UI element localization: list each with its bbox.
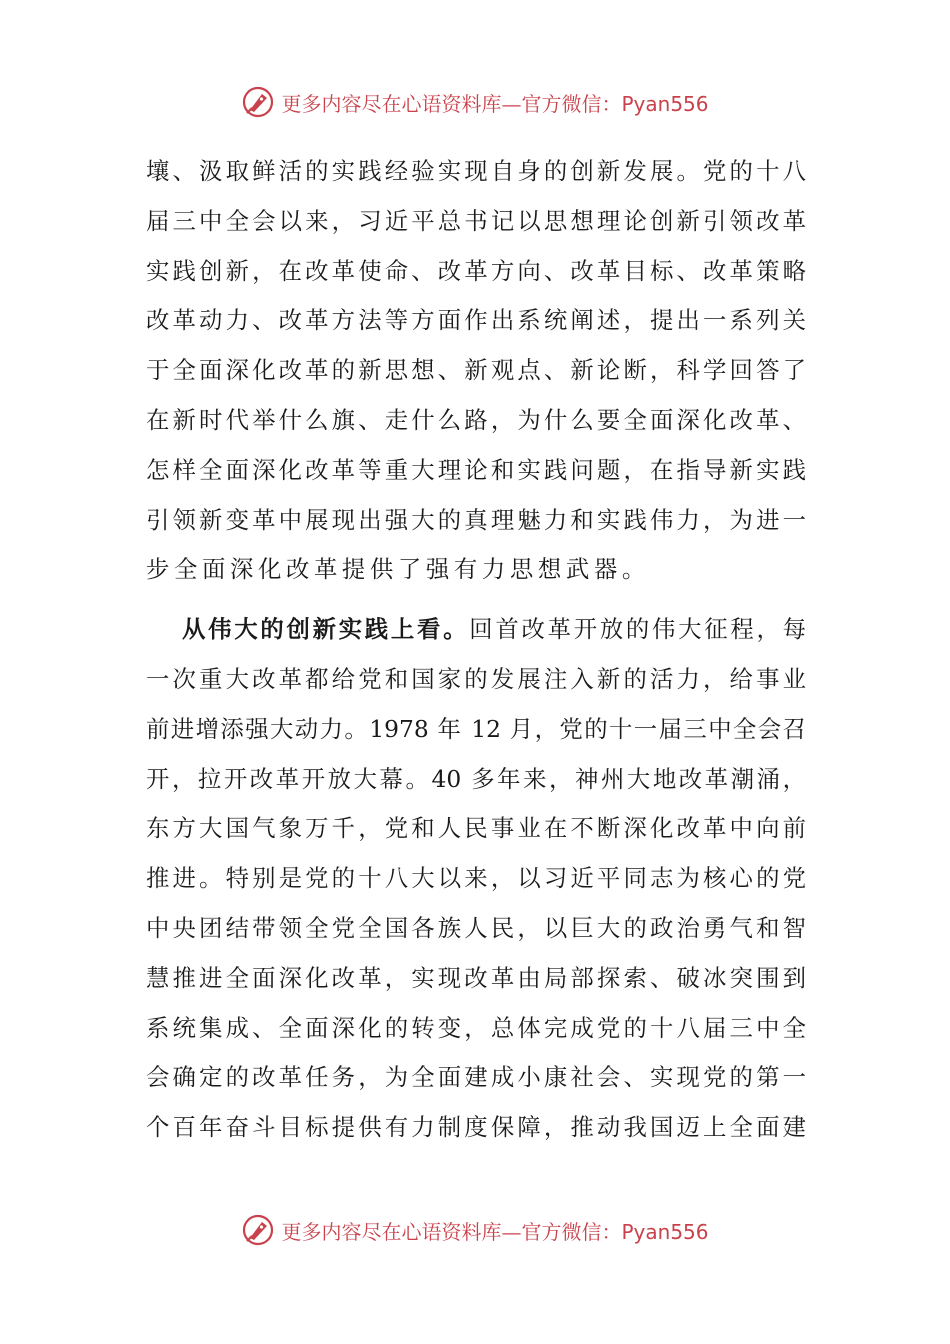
text-line: 中央团结带领全党全国各族人民，以巨大的政治勇气和智 <box>146 913 806 942</box>
first-line-rest: 回首改革开放的伟大征程，每 <box>469 615 806 644</box>
document-body <box>146 147 806 1153</box>
text-line: 壤、汲取鲜活的实践经验实现自身的创新发展。党的十八 <box>146 157 806 185</box>
pen-nib-circle-icon <box>241 85 275 119</box>
text-line: 怎样全面深化改革等重大理论和实践问题，在指导新实践 <box>146 455 806 484</box>
text-line: 引领新变革中展现出强大的真理魅力和实践伟力，为进一 <box>146 505 806 534</box>
footer-watermark <box>0 1210 950 1250</box>
text-line: 届三中全会以来，习近平总书记以思想理论创新引领改革 <box>146 206 806 235</box>
text-line: 个百年奋斗目标提供有力制度保障，推动我国迈上全面建 <box>146 1113 806 1142</box>
header-watermark <box>0 82 950 122</box>
text-line: 于全面深化改革的新思想、新观点、新论断，科学回答了 <box>146 356 806 385</box>
watermark-label: 更多内容尽在心语资料库—官方微信： <box>281 91 622 116</box>
watermark-text <box>281 1216 708 1245</box>
text-line: 一次重大改革都给党和国家的发展注入新的活力，给事业 <box>146 664 806 693</box>
text-line: 改革动力、改革方法等方面作出系统阐述，提出一系列关 <box>146 306 806 335</box>
text-line: 慧推进全面深化改革，实现改革由局部探索、破冰突围到 <box>146 963 806 992</box>
text-line: 步全面深化改革提供了强有力思想武器。 <box>146 555 650 584</box>
text-line: 实践创新，在改革使命、改革方向、改革目标、改革策略 <box>146 256 806 285</box>
paragraph-1 <box>146 147 806 595</box>
text-line: 在新时代举什么旗、走什么路，为什么要全面深化改革、 <box>146 405 806 434</box>
watermark-wechat-id: Pyan556 <box>621 1219 709 1244</box>
text-line: 系统集成、全面深化的转变，总体完成党的十八届三中全 <box>146 1013 806 1042</box>
text-line: 东方大国气象万千，党和人民事业在不断深化改革中向前 <box>146 814 806 843</box>
paragraph-lead-heading: 从伟大的创新实践上看。 <box>182 615 470 644</box>
pen-nib-circle-icon <box>241 1213 275 1247</box>
watermark-text <box>281 88 708 117</box>
text-line: 前进增添强大动力。1978 年 12 月，党的十一届三中全会召 <box>146 714 806 743</box>
paragraph-2 <box>146 605 806 1153</box>
paragraph-gap <box>146 595 806 605</box>
watermark-wechat-id: Pyan556 <box>621 91 709 116</box>
text-line: 推进。特别是党的十八大以来，以习近平同志为核心的党 <box>146 864 806 893</box>
text-line: 开，拉开改革开放大幕。40 多年来，神州大地改革潮涌， <box>146 764 806 793</box>
watermark-label: 更多内容尽在心语资料库—官方微信： <box>281 1219 622 1244</box>
text-line: 会确定的改革任务，为全面建成小康社会、实现党的第一 <box>146 1063 806 1092</box>
text-line-first <box>146 605 806 655</box>
